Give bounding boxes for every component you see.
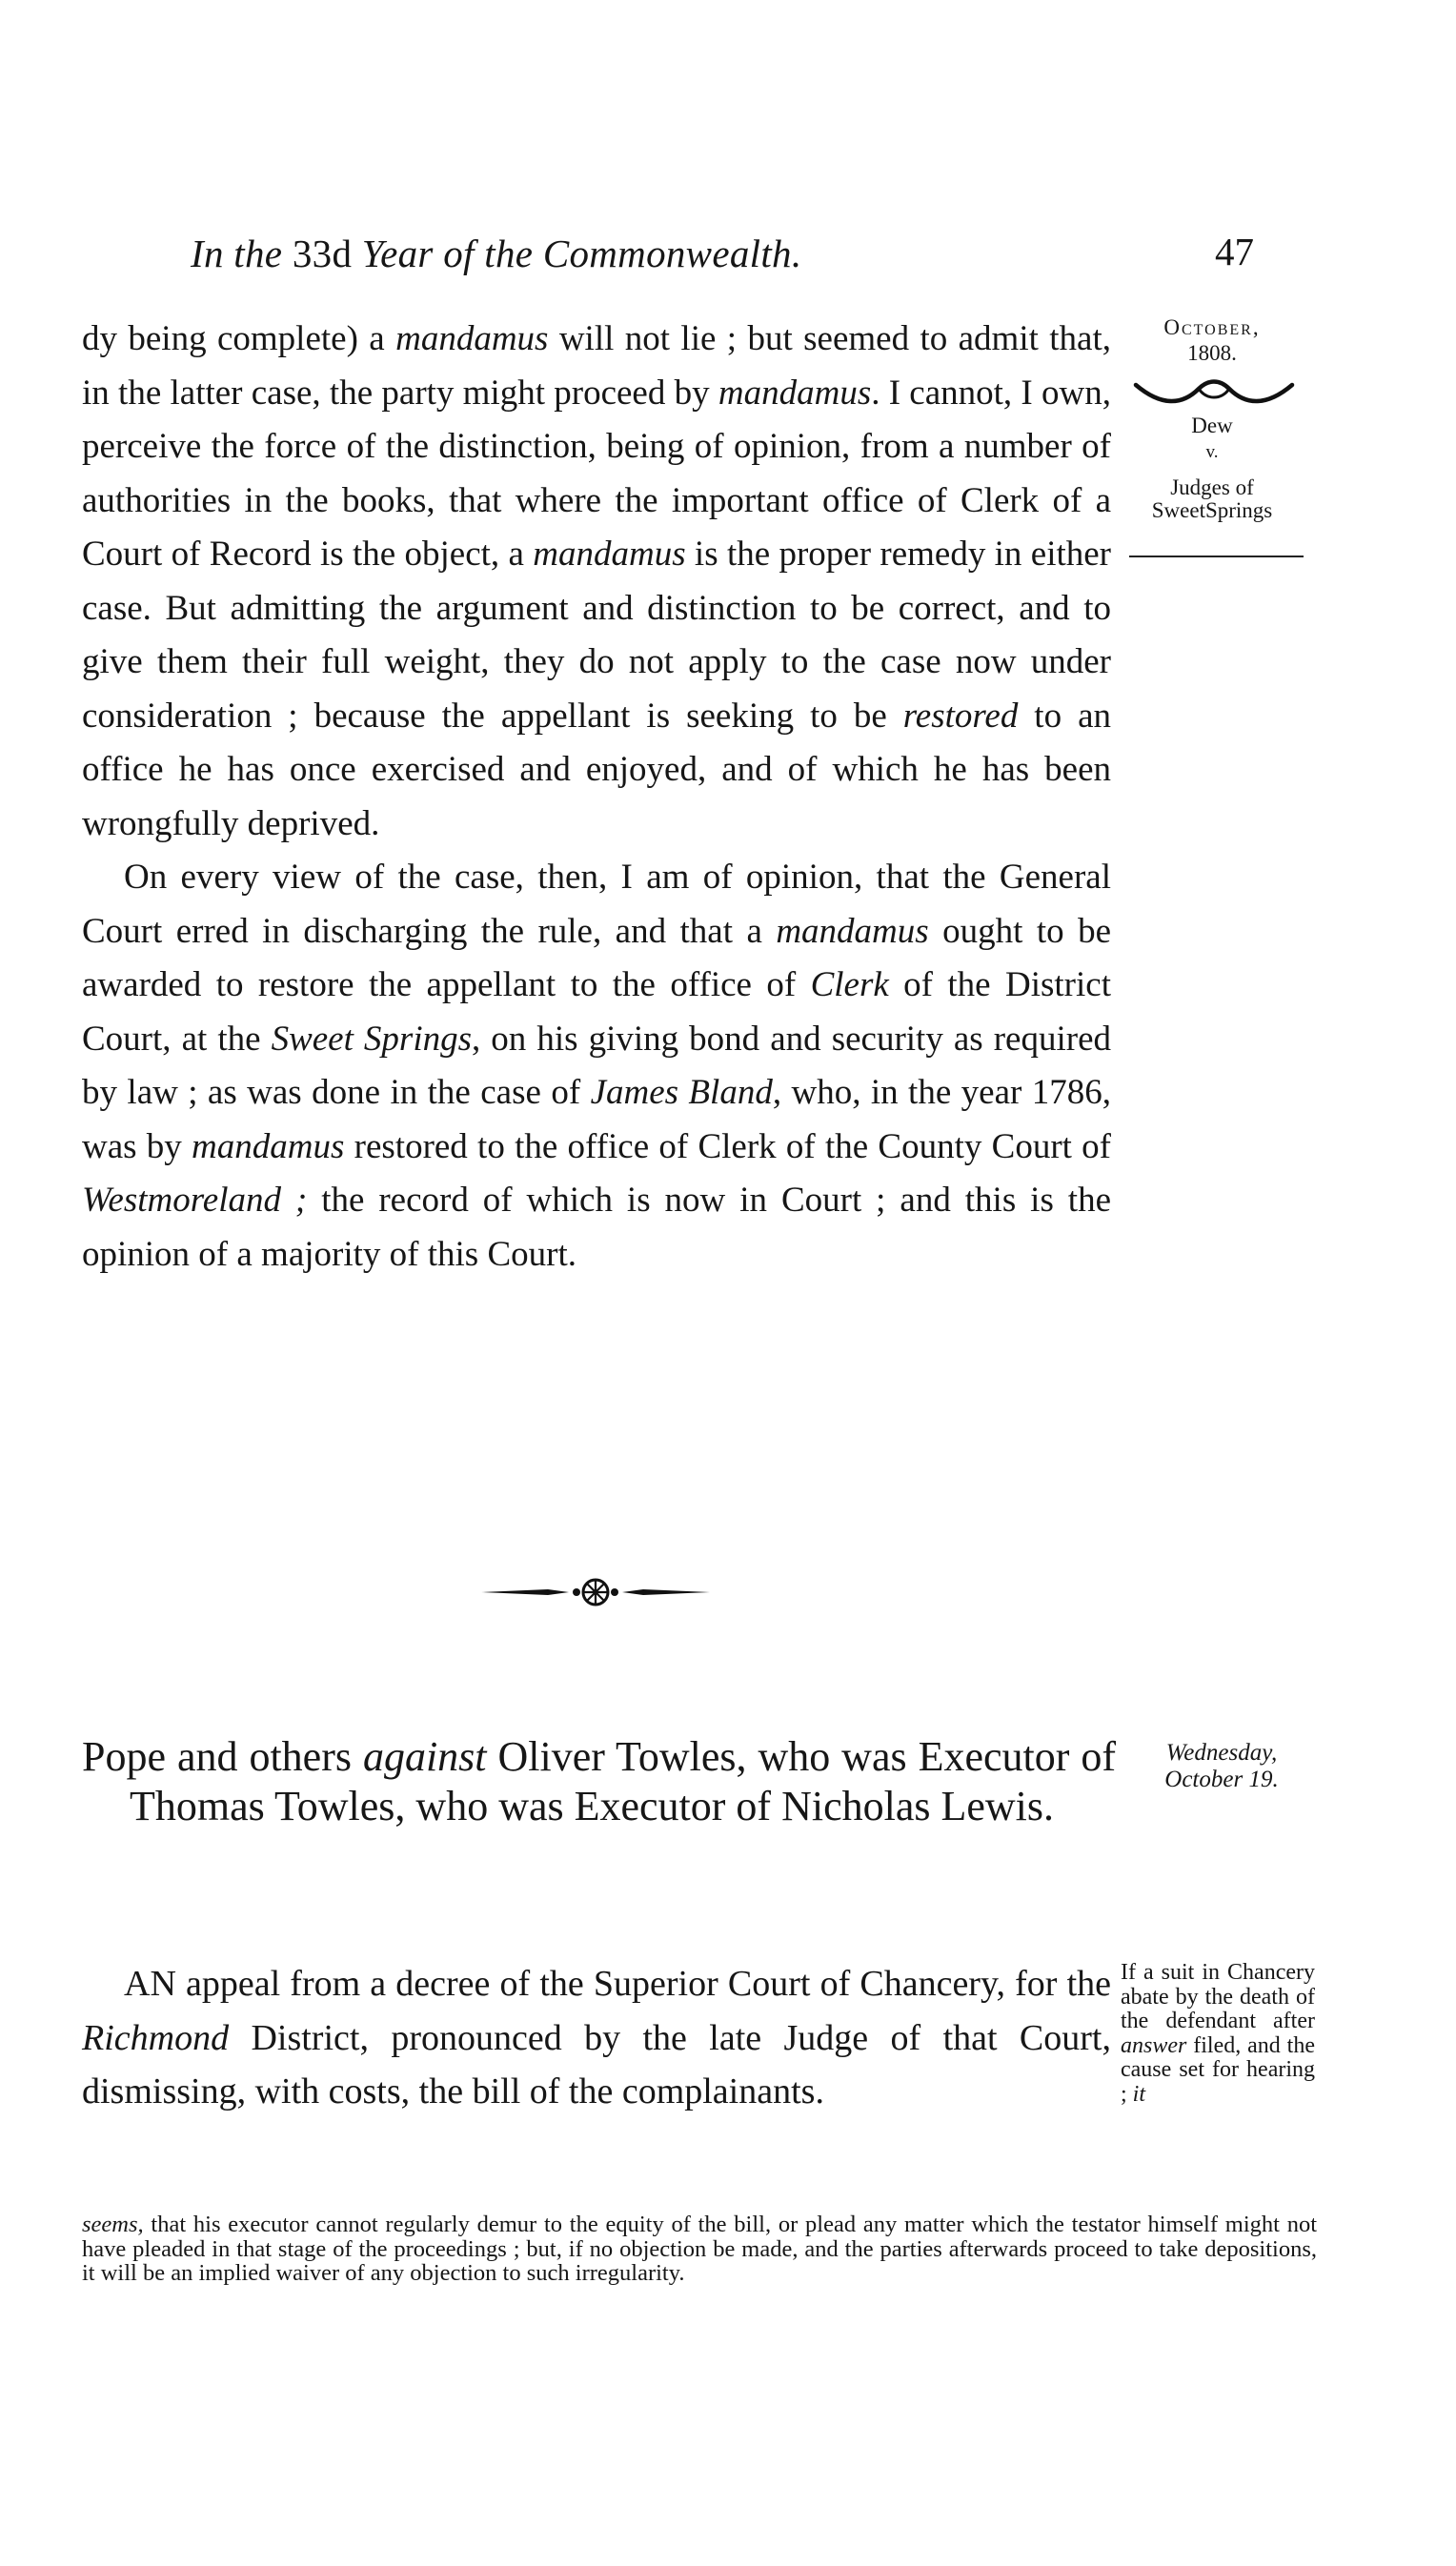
text-run: is the proper remedy in either case. But admitting the argument and distinction to be correct, and to give them their full weight, they do not apply to the case now under consideration ; because the appellant is seeking to be xyxy=(82,535,1111,736)
text-run: ought to be awarded to restore the appellant to the office of xyxy=(82,911,1111,1004)
judgment-paragraph xyxy=(82,313,1111,851)
swash-ornament-icon xyxy=(1132,375,1296,408)
text-run: Pope and others xyxy=(82,1733,363,1780)
text-run: District, pronounced by the late Judge of that Court, dismissing, with costs, the bill of the complainants. xyxy=(82,2017,1111,2111)
text-run: , who, in the year 1786, was by xyxy=(82,1073,1111,1166)
appeal-text xyxy=(82,1957,1111,2119)
margin-month: October, xyxy=(1163,315,1261,339)
case-title xyxy=(82,1732,1116,1831)
headnote-continuation xyxy=(82,2212,1317,2286)
text-run: On every view of the case, then, I am of opinion, that the General Court erred in discharging the rule, and that a xyxy=(82,858,1111,951)
italic-run: it xyxy=(1132,2081,1146,2107)
italic-run: mandamus xyxy=(776,911,929,951)
appeal-paragraph xyxy=(82,1957,1111,2119)
italic-run: mandamus xyxy=(192,1126,345,1166)
margin-party-defendant xyxy=(1117,476,1307,522)
text-run: Oliver Towles, who was Executor of Thomas Towles, who was Executor of Nicholas Lewis. xyxy=(130,1733,1116,1829)
headnote-margin xyxy=(1121,1961,1315,2107)
italic-run: mandamus xyxy=(395,319,549,358)
judgment-paragraph xyxy=(82,851,1111,1282)
text-run: filed, and the cause set for hearing ; xyxy=(1121,2032,1315,2107)
text-run: will not lie ; but seemed to admit that, in the latter case, the party might proceed by xyxy=(82,319,1111,413)
italic-run: against xyxy=(362,1733,487,1780)
margin-party-line: Judges of xyxy=(1170,475,1254,499)
text-run: If a suit in Chancery abate by the death of the defendant after xyxy=(1121,1960,1315,2033)
case-date-day: Wednesday, xyxy=(1165,1740,1278,1766)
text-run: of the District Court, at the xyxy=(82,965,1111,1059)
margin-versus: v. xyxy=(1205,442,1219,462)
text-run: the record of which is now in Court ; and this is the opinion of a majority of this Court. xyxy=(82,1181,1112,1274)
section-divider-ornament-icon xyxy=(481,1576,710,1608)
italic-run: Sweet Springs xyxy=(271,1019,473,1059)
margin-rule xyxy=(1129,556,1304,557)
text-run: dy being complete) a xyxy=(82,319,396,358)
italic-run: Westmoreland ; xyxy=(82,1181,308,1220)
italic-run: mandamus xyxy=(718,373,872,413)
margin-year: 1808. xyxy=(1187,341,1237,365)
margin-party-line: SweetSprings xyxy=(1151,498,1273,522)
margin-party-plaintiff: Dew xyxy=(1191,414,1233,437)
text-run: restored to the office of Clerk of the County Court of xyxy=(344,1126,1111,1166)
italic-run: James Bland xyxy=(590,1073,773,1112)
running-title-ordinal: 33d xyxy=(292,232,353,275)
case-date xyxy=(1126,1740,1317,1793)
italic-run: Clerk xyxy=(810,965,889,1004)
text-run: , on his giving bond and security as required by law ; as was done in the case of xyxy=(82,1019,1112,1112)
text-run: that his executor cannot regularly demur to the equity of the bill, or plead any matter which the testator himself might not have pleaded in that stage of the proceedings ; but, if no objection be made, and the parties afterwards proceed to take depositions, it will be an implied waiver of any objection to such irregularity. xyxy=(82,2212,1317,2286)
italic-run: answer xyxy=(1121,2032,1187,2058)
running-head xyxy=(191,231,1048,276)
case-date-date: October 19. xyxy=(1164,1767,1279,1792)
running-title-suffix: Year of the Commonwealth. xyxy=(352,232,802,275)
italic-run: mandamus xyxy=(533,535,686,574)
judgment-text xyxy=(82,313,1111,1282)
page-number: 47 xyxy=(1215,230,1254,273)
text-run: to an office he has once exercised and enjoyed, and of which he has been wrongfully deprived. xyxy=(82,696,1111,843)
italic-run: restored xyxy=(902,696,1019,736)
text-run: AN appeal from a decree of the Superior Court of Chancery, for the xyxy=(124,1964,1111,2004)
italic-run: Richmond xyxy=(82,2017,230,2058)
text-run: . I cannot, I own, perceive the force of the distinction, being of opinion, from a number of authorities in the books, that where the important office of Clerk of a Court of Record is the object, a xyxy=(82,373,1111,574)
running-title-prefix: In the xyxy=(191,232,293,275)
italic-run: seems, xyxy=(82,2212,144,2237)
